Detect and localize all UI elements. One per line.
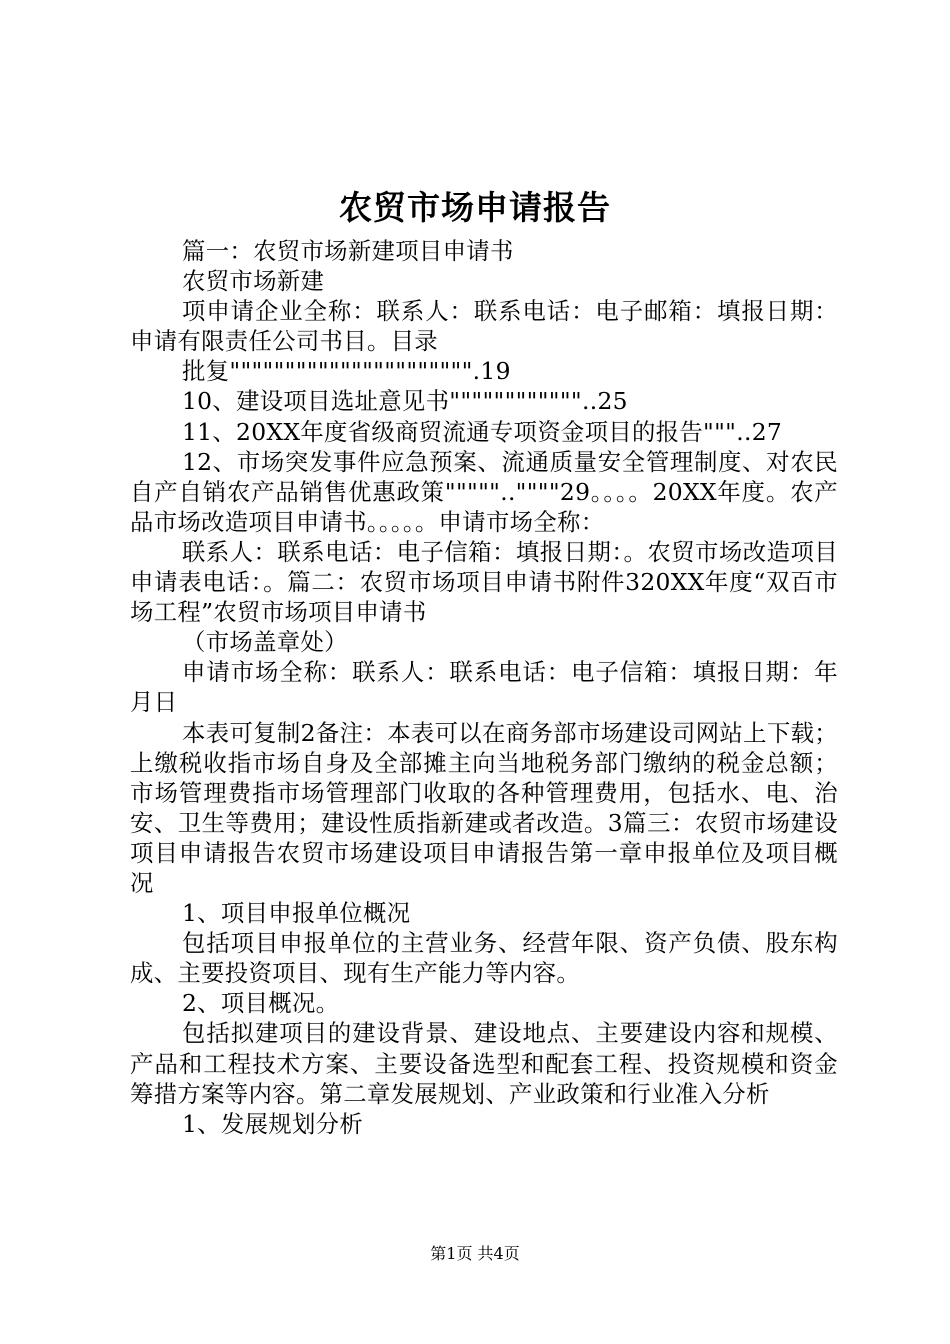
paragraph: 批复"""""""""""""""""""""".19 <box>182 357 511 386</box>
paragraph: 10、建设项目选址意见书""""""""""""..25 <box>182 387 628 416</box>
paragraph: 1、项目申报单位概况 <box>182 899 411 928</box>
document-body <box>130 236 838 1139</box>
paragraph: 12、市场突发事件应急预案、流通质量安全管理制度、对农民自产自销农产品销售优惠政策"""""..""""29。。。。20XX年度。农产品市场改造项目申请书。。。。。申请市场全称： <box>130 447 838 536</box>
paragraph: 本表可复制2备注：本表可以在商务部市场建设司网站上下载；上缴税收指市场自身及全部摊主向当地税务部门缴纳的税金总额；市场管理费指市场管理部门收取的各种管理费用，包括水、电、治安、卫生等费用；建设性质指新建或者改造。3篇三：农贸市场建设项目申请报告农贸市场建设项目申请报告第一章申报单位及项目概况 <box>130 718 838 897</box>
paragraph: 篇一：农贸市场新建项目申请书 <box>182 237 514 265</box>
paragraph: 农贸市场新建 <box>182 267 325 296</box>
page-footer: 第1页 共4页 <box>430 1244 520 1263</box>
paragraph: 申请市场全称：联系人：联系电话：电子信箱：填报日期：年月日 <box>130 658 838 717</box>
paragraph: 包括项目申报单位的主营业务、经营年限、资产负债、股东构成、主要投资项目、现有生产能力等内容。 <box>130 929 838 988</box>
paragraph: 联系人：联系电话：电子信箱：填报日期：。农贸市场改造项目申请表电话：。篇二：农贸市场项目申请书附件320XX年度“双百市场工程”农贸市场项目申请书 <box>130 537 838 627</box>
paragraph: 1、发展规划分析 <box>182 1109 364 1138</box>
paragraph: 11、20XX年度省级商贸流通专项资金项目的报告"""..27 <box>182 417 783 446</box>
paragraph: （市场盖章处） <box>182 628 348 657</box>
paragraph: 2、项目概况。 <box>182 989 340 1018</box>
paragraph: 项申请企业全称：联系人：联系电话：电子邮箱：填报日期：申请有限责任公司书目。目录 <box>130 297 838 356</box>
document-title: 农贸市场申请报告 <box>339 188 611 227</box>
paragraph: 包括拟建项目的建设背景、建设地点、主要建设内容和规模、产品和工程技术方案、主要设备选型和配套工程、投资规模和资金筹措方案等内容。第二章发展规划、产业政策和行业准入分析 <box>130 1019 838 1108</box>
